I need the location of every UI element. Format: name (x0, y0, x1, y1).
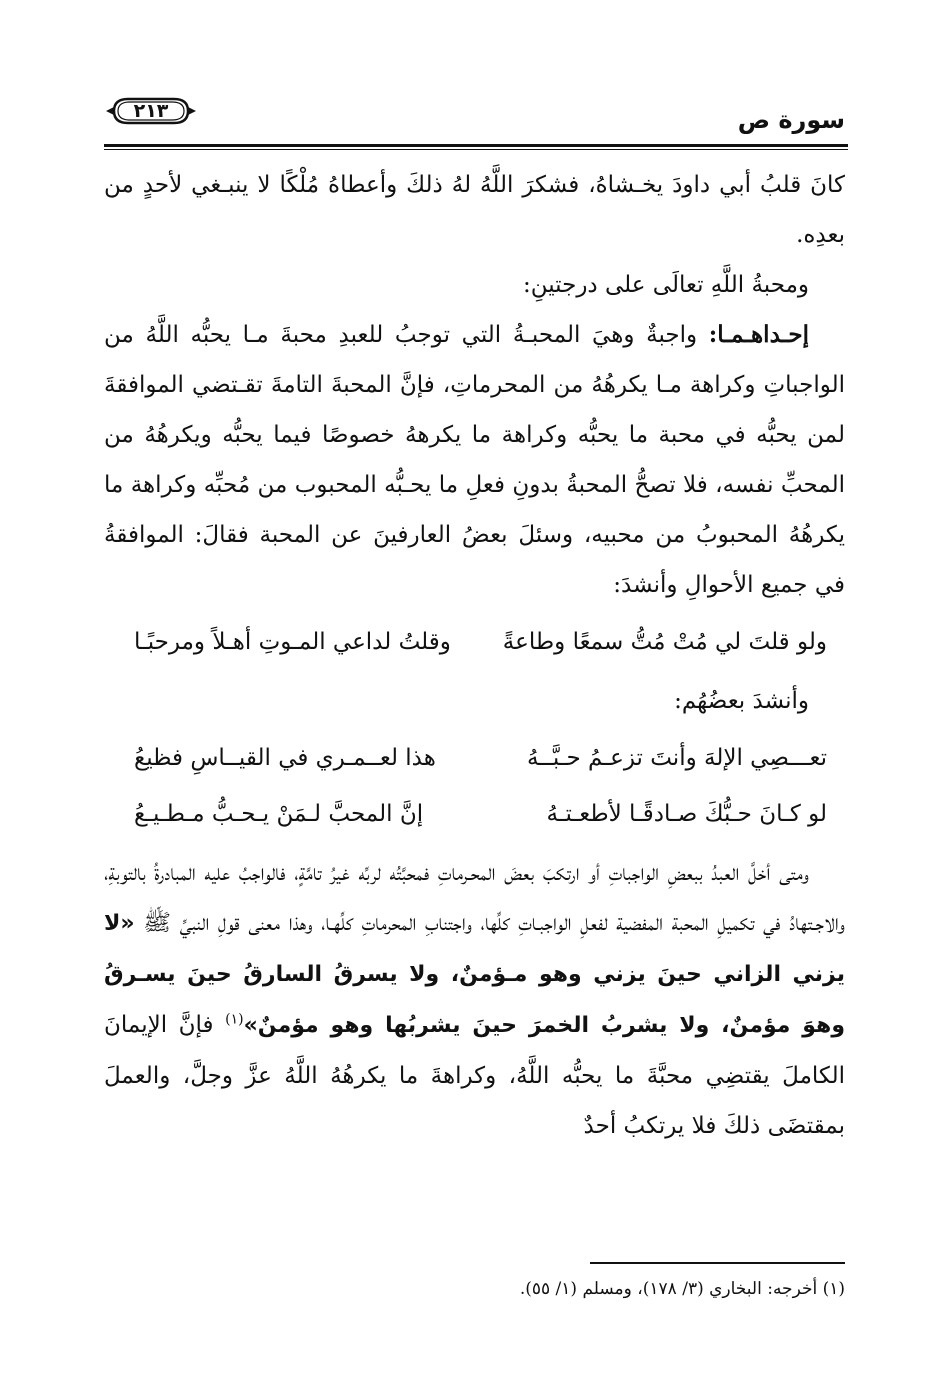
paragraph-2: ومحبةُ اللَّهِ تعالَى على درجتينِ: (522, 272, 809, 298)
poem-1 (104, 610, 845, 676)
poem-2-verse-1-second: هذا لعــمـري في القيــاسِ فظيعُ (134, 745, 436, 771)
paragraph-3-term: إحـداهـمـا: (708, 321, 809, 348)
poem-2 (104, 726, 845, 848)
paragraph-1: كانَ قلبُ أبي داودَ يخـشاهُ، فشكرَ اللَّهُ لهُ ذلكَ وأعطاهُ مُلْكًا لا ينبـغي لأحدٍ من بعدِه. (104, 172, 845, 248)
poem-1-verse (104, 614, 845, 670)
poem-1-first-hemistich: ولو قلتَ لي مُتْ مُتُّ سمعًا وطاعةً (502, 629, 827, 655)
poem-2-verse-1-first: تعـــصِي الإلهَ وأنتَ تزعـمُ حـبَّــهُ (527, 745, 827, 771)
poem-2-verse-2-first: لو كـانَ حـبُّكَ صـادقًـا لأطعـتـهُ (546, 801, 827, 827)
page-number-badge (104, 96, 198, 126)
footnote-ref[interactable]: (١) (225, 1011, 244, 1028)
header-rule-thin (104, 149, 848, 150)
poem-2-verse-1 (104, 730, 845, 786)
surah-title: سورة ص (737, 106, 845, 134)
header-rule-thick (104, 144, 848, 147)
page-body (104, 160, 845, 1151)
footnote: (١) أخرجه: البخاري (٣/ ١٧٨)، ومسلم (١/ ٥٥). (519, 1279, 845, 1299)
paragraph-4: وأنشدَ بعضُهُم: (674, 688, 809, 714)
footnote-rule (590, 1262, 845, 1264)
paragraph-5-rest: فإنَّ الإيمانَ الكاملَ يقتضِي محبَّةَ ما يحبُّه اللَّهُ، وكراهةَ ما يكرهُهُ اللَّهُ عزَّ وجلَّ، والعملَ بمقتضَى ذلكَ فلا يرتكبُ أحدٌ (104, 1012, 845, 1139)
poem-2-verse-2 (104, 786, 845, 842)
poem-2-verse-2-second: إنَّ المحبَّ لـمَنْ يـحـبُّ مـطـيـعُ (134, 801, 424, 827)
hadith-quote: «لا يزني الزاني حينَ يزني وهو مـؤمنٌ، ولا يسرقُ السارقُ حينَ يسـرقُ وهوَ مؤمنٌ، ولا يشربُ الخمرَ حينَ يشربُها وهو مؤمنٌ» (104, 911, 845, 1038)
paragraph-3-text: واجبةٌ وهيَ المحبـةُ التي توجبُ للعبدِ محبةَ مـا يحبُّه اللَّهُ من الواجباتِ وكراهة مـا يكرهُهُ من المحرماتِ، فإنَّ المحبةَ التامةَ تقـتضي الموافقةَ لمن يحبُّه في محبة ما يحبُّه وكراهة ما يكرههُ خصوصًا فيما يحبُّه ويكرهُهُ من المحبِّ نفسه، فلا تصحُّ المحبةُ بدونِ فعلِ ما يحـبُّه المحبوب من مُحبِّه وكراهة ما يكرهُهُ المحبوبُ من محبيه، وسئلَ بعضُ العارفينَ عن المحبة فقالَ: الموافقةُ في جميع الأحوالِ وأنشدَ: (104, 322, 845, 598)
paragraph-5-text: ومتى أخلَّ العبدُ ببعضِ الواجباتِ أو ارتكبَ بعضَ المحـرماتِ فمحبَّتُه لربِّه غيرُ تامَّةٍ، فالواجبُ عليه المبادرةُ بالتوبةِ، والاجـتهادُ في تكميلِ المحبة المفضية لفعلِ الواجبـاتِ كلِّها، واجتنابِ المحرماتِ كلِّهـا، وهذا معنى قولِ النبيِّ ﷺ (104, 860, 845, 936)
paragraph-3 (104, 310, 845, 610)
page-header (104, 92, 845, 142)
poem-1-second-hemistich: وقلتُ لداعي المـوتِ أهـلاً ومرحبًـا (134, 629, 451, 655)
page-number: ٢١٣ (133, 100, 169, 122)
paragraph-5 (104, 848, 845, 1151)
